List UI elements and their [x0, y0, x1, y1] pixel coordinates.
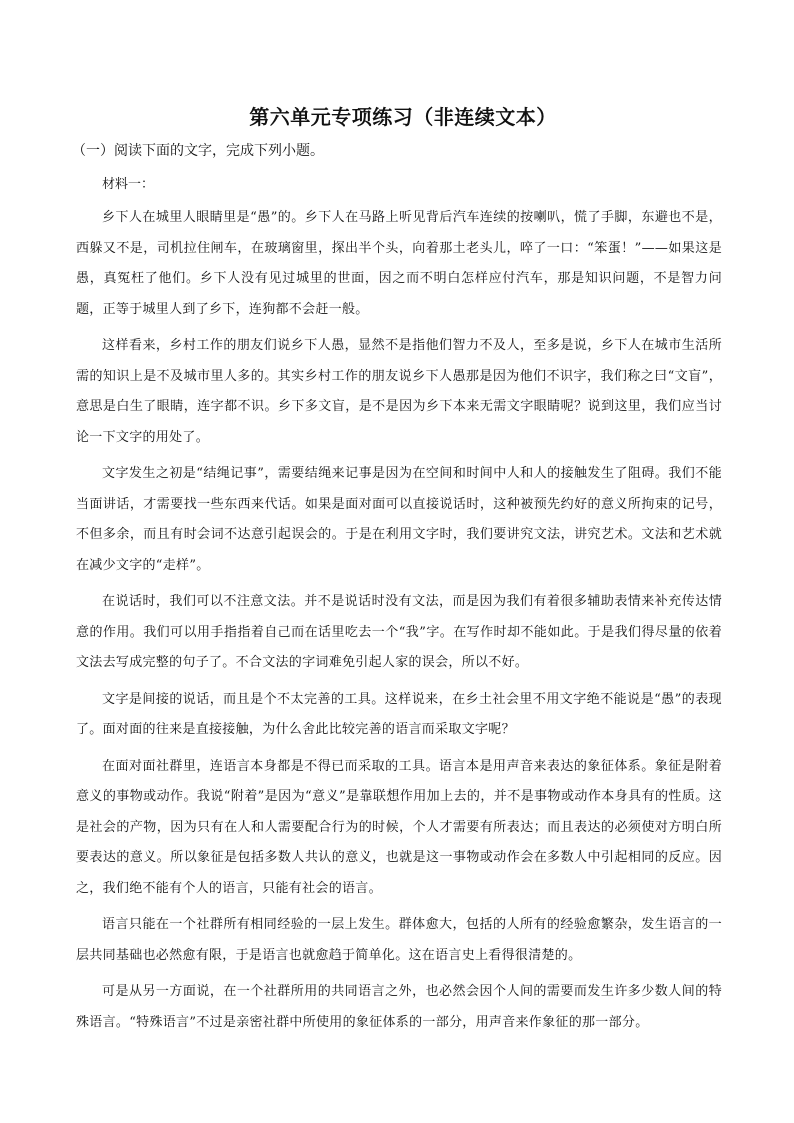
paragraph: 乡下人在城里人眼睛里是“愚”的。乡下人在马路上听见背后汽车连续的按喇叭，慌了手脚，东避也不是，西躲又不是，司机拉住闸车，在玻璃窗里，探出半个头，向着那土老头儿，啐了一口：“笨蛋！”——如果这是愚，真冤枉了他们。乡下人没有见过城里的世面，因之而不明白怎样应付汽车，那是知识问题，不是智力问题，正等于城里人到了乡下，连狗都不会赶一般。: [76, 210, 722, 317]
paragraph: 在面对面社群里，连语言本身都是不得已而采取的工具。语言本是用声音来表达的象征体系。象征是附着意义的事物或动作。我说“附着”是因为“意义”是靠联想作用加上去的，并不是事物或动作本身具有的性质。这是社会的产物，因为只有在人和人需要配合行为的时候，个人才需要有所表达；而且表达的必须使对方明白所要表达的意义。所以象征是包括多数人共认的意义，也就是这一事物或动作会在多数人中引起相同的反应。因之，我们绝不能有个人的语言，只能有社会的语言。: [76, 758, 722, 896]
paragraph: 文字发生之初是“结绳记事”，需要结绳来记事是因为在空间和时间中人和人的接触发生了阻碍。我们不能当面讲话，才需要找一些东西来代话。如果是面对面可以直接说话时，这种被预先约好的意义所拘束的记号，不但多余，而且有时会词不达意引起误会的。于是在利用文字时，我们要讲究文法，讲究艺术。文法和艺术就在减少文字的“走样”。: [76, 466, 722, 573]
paragraph: 语言只能在一个社群所有相同经验的一层上发生。群体愈大，包括的人所有的经验愈繁杂，发生语言的一层共同基础也必然愈有限，于是语言也就愈趋于简单化。这在语言史上看得很清楚的。: [76, 917, 722, 963]
material-label: 材料一：: [102, 177, 155, 192]
paragraph: 文字是间接的说话，而且是个不太完善的工具。这样说来，在乡土社会里不用文字绝不能说是“愚”的表现了。面对面的往来是直接接触，为什么舍此比较完善的语言而采取文字呢？: [76, 691, 722, 737]
paragraph: 可是从另一方面说，在一个社群所用的共同语言之外，也必然会因个人间的需要而发生许多少数人间的特殊语言。“特殊语言”不过是亲密社群中所使用的象征体系的一部分，用声音来作象征的那一部分。: [76, 984, 722, 1030]
paragraph: 在说话时，我们可以不注意文法。并不是说话时没有文法，而是因为我们有着很多辅助表情来补充传达情意的作用。我们可以用手指指着自己而在话里吃去一个“我”字。在写作时却不能如此。于是我们得尽量的依着文法去写成完整的句子了。不合文法的字词难免引起人家的误会，所以不好。: [76, 594, 722, 670]
page-title: 第六单元专项练习（非连续文本）: [249, 105, 557, 129]
question-intro: （一）阅读下面的文字，完成下列小题。: [72, 143, 324, 159]
paragraph: 这样看来，乡村工作的朋友们说乡下人愚，显然不是指他们智力不及人，至多是说，乡下人在城市生活所需的知识上是不及城市里人多的。其实乡村工作的朋友说乡下人愚那是因为他们不识字，我们称之曰“文盲”，意思是白生了眼睛，连字都不识。乡下多文盲，是不是因为乡下本来无需文字眼睛呢？说到这里，我们应当讨论一下文字的用处了。: [76, 338, 722, 445]
